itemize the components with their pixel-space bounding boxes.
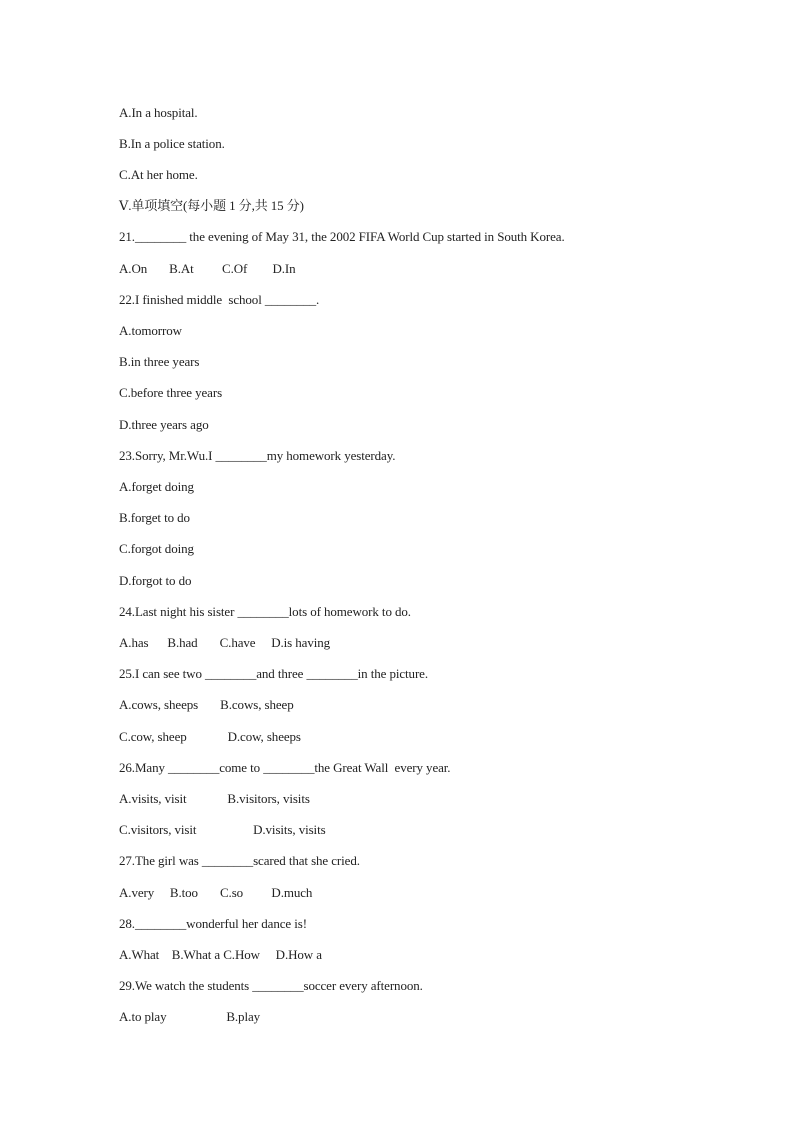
- question-22: 22.I finished middle school ________.: [119, 292, 320, 307]
- q25-options-cd: C.cow, sheep D.cow, sheeps: [119, 729, 301, 744]
- q23-option-c: C.forgot doing: [119, 541, 194, 556]
- question-27: 27.The girl was ________scared that she cried.: [119, 853, 360, 868]
- question-24: 24.Last night his sister ________lots of homework to do.: [119, 604, 411, 619]
- q24-options: A.has B.had C.have D.is having: [119, 635, 331, 650]
- question-26: 26.Many ________come to ________the Great Wall every year.: [119, 760, 451, 775]
- q22-option-d: D.three years ago: [119, 417, 209, 432]
- q28-options: A.What B.What a C.How D.How a: [119, 947, 322, 962]
- q20-option-b: B.In a police station.: [119, 136, 225, 151]
- q27-options: A.very B.too C.so D.much: [119, 885, 313, 900]
- question-21: 21.________ the evening of May 31, the 2002 FIFA World Cup started in South Korea.: [119, 229, 565, 244]
- q23-option-a: A.forget doing: [119, 479, 194, 494]
- q21-options: A.On B.At C.Of D.In: [119, 261, 296, 276]
- q26-options-ab: A.visits, visit B.visitors, visits: [119, 791, 310, 806]
- q29-options-ab: A.to play B.play: [119, 1009, 261, 1024]
- q25-options-ab: A.cows, sheeps B.cows, sheep: [119, 697, 294, 712]
- q23-option-d: D.forgot to do: [119, 573, 192, 588]
- question-23: 23.Sorry, Mr.Wu.I ________my homework yesterday.: [119, 448, 396, 463]
- question-29: 29.We watch the students ________soccer every afternoon.: [119, 978, 423, 993]
- q20-option-c: C.At her home.: [119, 167, 198, 182]
- q22-option-b: B.in three years: [119, 354, 200, 369]
- question-25: 25.I can see two ________and three ________in the picture.: [119, 666, 429, 681]
- q23-option-b: B.forget to do: [119, 510, 190, 525]
- section-heading: Ⅴ.单项填空(每小题 1 分,共 15 分): [119, 198, 304, 213]
- q26-options-cd: C.visitors, visit D.visits, visits: [119, 822, 326, 837]
- question-28: 28.________wonderful her dance is!: [119, 916, 307, 931]
- q22-option-a: A.tomorrow: [119, 323, 182, 338]
- q22-option-c: C.before three years: [119, 385, 223, 400]
- q20-option-a: A.In a hospital.: [119, 105, 198, 120]
